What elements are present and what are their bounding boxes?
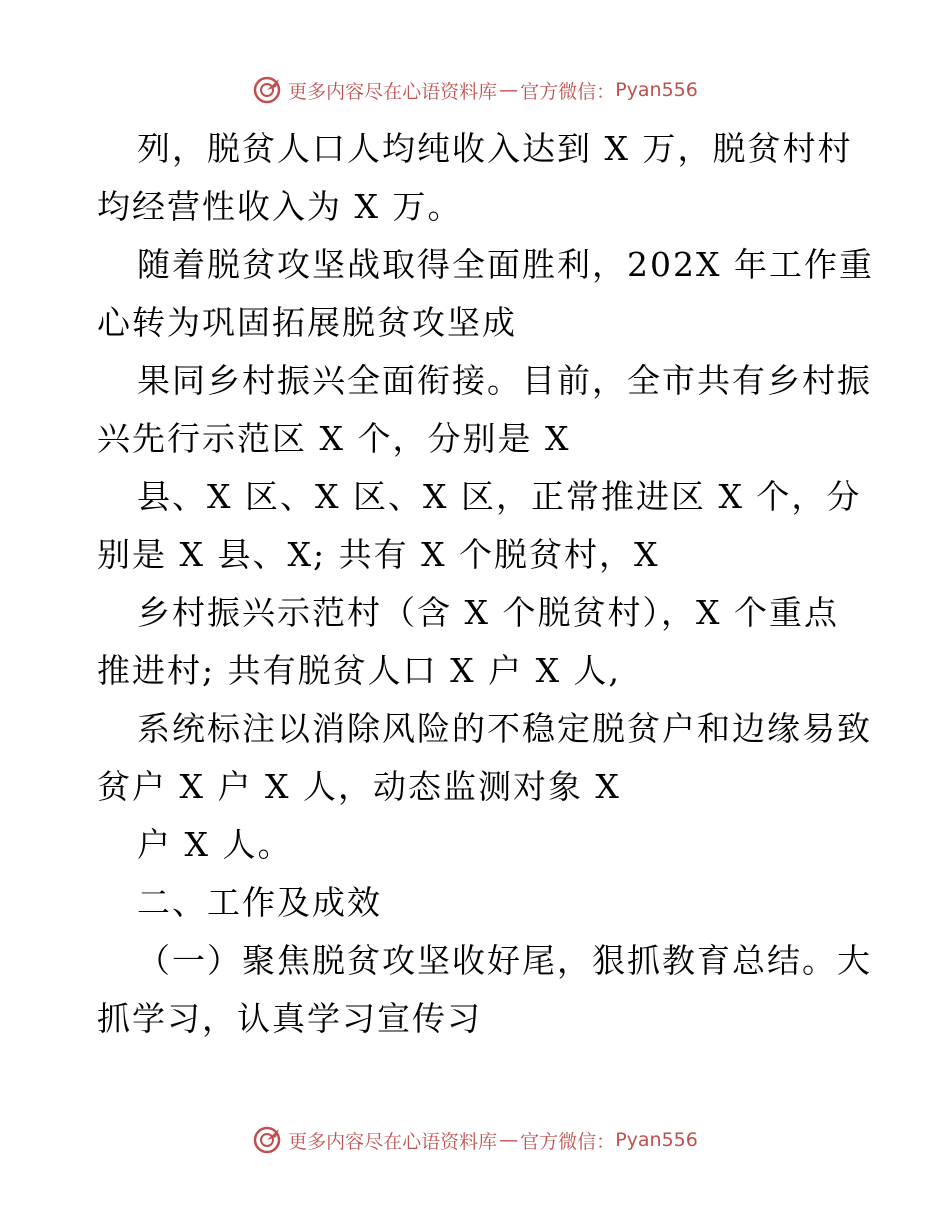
text-line: 抓学习，认真学习宣传习 <box>97 999 482 1038</box>
document-body <box>97 120 874 1048</box>
pen-logo-icon <box>252 75 282 105</box>
section-heading: 二、工作及成效 <box>137 883 382 922</box>
text-line: （一）聚焦脱贫攻坚收好尾，狠抓教育总结。大 <box>137 941 872 980</box>
watermark-dash: — <box>499 79 519 101</box>
text-line: 系统标注以消除风险的不稳定脱贫户和边缘易致 <box>137 709 872 748</box>
text-line: 推进村; 共有脱贫人口 X 户 X 人, <box>97 651 622 690</box>
text-line: 贫户 X 户 X 人，动态监测对象 X <box>97 767 621 806</box>
pen-logo-icon <box>252 1125 282 1155</box>
watermark-wechat-id: Pyan556 <box>615 79 698 101</box>
text-line: 县、X 区、X 区、X 区，正常推进区 X 个，分 <box>137 477 862 516</box>
watermark-dash: — <box>499 1129 519 1151</box>
text-line: 均经营性收入为 X 万。 <box>97 187 463 226</box>
watermark-brand: 更多内容尽在心语资料库 <box>288 1130 498 1153</box>
text-line: 果同乡村振兴全面衔接。目前，全市共有乡村振 <box>137 361 872 400</box>
watermark-label: 官方微信： <box>520 80 616 103</box>
text-line: 兴先行示范区 X 个，分别是 X <box>97 419 571 458</box>
text-line: 随着脱贫攻坚战取得全面胜利，202X 年工作重 <box>137 245 874 284</box>
watermark-wechat-id: Pyan556 <box>615 1129 698 1151</box>
text-line: 列，脱贫人口人均纯收入达到 X 万，脱贫村村 <box>137 129 853 168</box>
watermark-label: 官方微信： <box>520 1130 616 1153</box>
text-line: 乡村振兴示范村（含 X 个脱贫村），X 个重点 <box>137 593 839 632</box>
footer-watermark <box>0 1120 950 1160</box>
header-watermark <box>0 70 950 110</box>
text-line: 户 X 人。 <box>137 825 293 864</box>
text-line: 心转为巩固拓展脱贫攻坚成 <box>97 303 517 342</box>
text-line: 别是 X 县、X; 共有 X 个脱贫村，X <box>97 535 660 574</box>
watermark-brand: 更多内容尽在心语资料库 <box>288 80 498 103</box>
